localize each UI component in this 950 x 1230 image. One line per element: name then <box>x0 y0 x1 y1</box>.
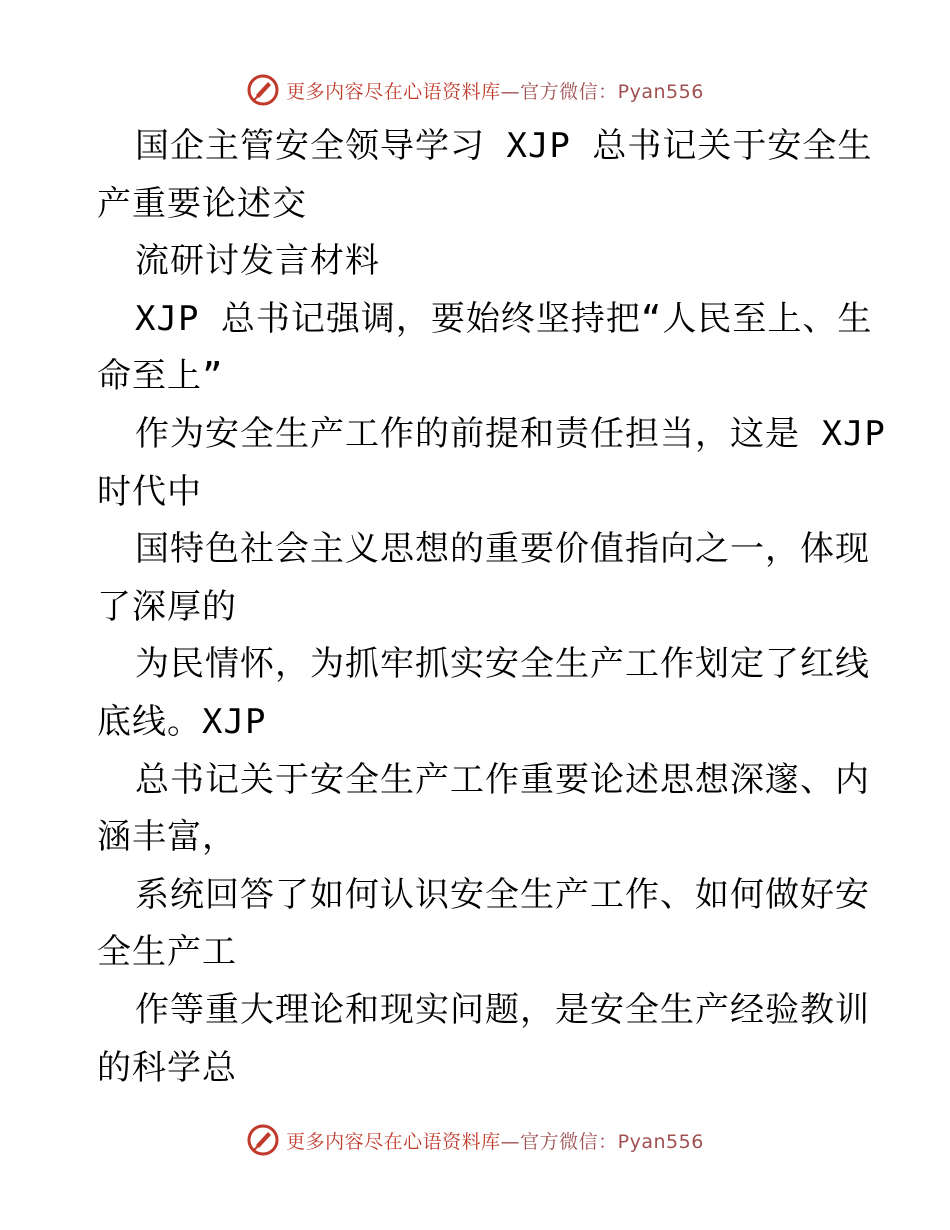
watermark-main-text: 更多内容尽在心语资料库 <box>286 80 501 103</box>
red-seal-logo-icon <box>246 1123 280 1157</box>
header-watermark <box>0 70 950 110</box>
text-line: 涵丰富， <box>97 817 237 858</box>
text-line: 了深厚的 <box>97 586 237 627</box>
red-seal-logo-icon <box>246 73 280 107</box>
footer-watermark <box>0 1120 950 1160</box>
text-line: 为民情怀，为抓牢抓实安全生产工作划定了红线 <box>135 644 870 685</box>
watermark-text <box>286 77 704 104</box>
text-line: 全生产工 <box>97 932 237 973</box>
document-body <box>97 118 886 1097</box>
text-line: 产重要论述交 <box>97 183 307 224</box>
watermark-sub-text: —官方微信：Pyan556 <box>500 1130 704 1153</box>
watermark-text <box>286 1127 704 1154</box>
watermark-main-text: 更多内容尽在心语资料库 <box>286 1130 501 1153</box>
text-line: 作为安全生产工作的前提和责任担当，这是 XJP <box>135 413 886 454</box>
text-line: 作等重大理论和现实问题，是安全生产经验教训 <box>135 989 870 1030</box>
text-line: 国企主管安全领导学习 XJP 总书记关于安全生 <box>135 126 873 166</box>
text-line: 流研讨发言材料 <box>135 241 380 282</box>
text-line: 命至上” <box>97 356 224 397</box>
text-line: 的科学总 <box>97 1047 237 1088</box>
text-line: 总书记关于安全生产工作重要论述思想深邃、内 <box>135 759 870 800</box>
text-line: 底线。XJP <box>97 701 267 742</box>
text-line: 系统回答了如何认识安全生产工作、如何做好安 <box>135 874 870 915</box>
text-line: 时代中 <box>97 471 202 512</box>
text-line: XJP 总书记强调，要始终坚持把“人民至上、生 <box>135 298 873 339</box>
watermark-sub-text: —官方微信：Pyan556 <box>500 80 704 103</box>
text-line: 国特色社会主义思想的重要价值指向之一，体现 <box>135 529 870 570</box>
